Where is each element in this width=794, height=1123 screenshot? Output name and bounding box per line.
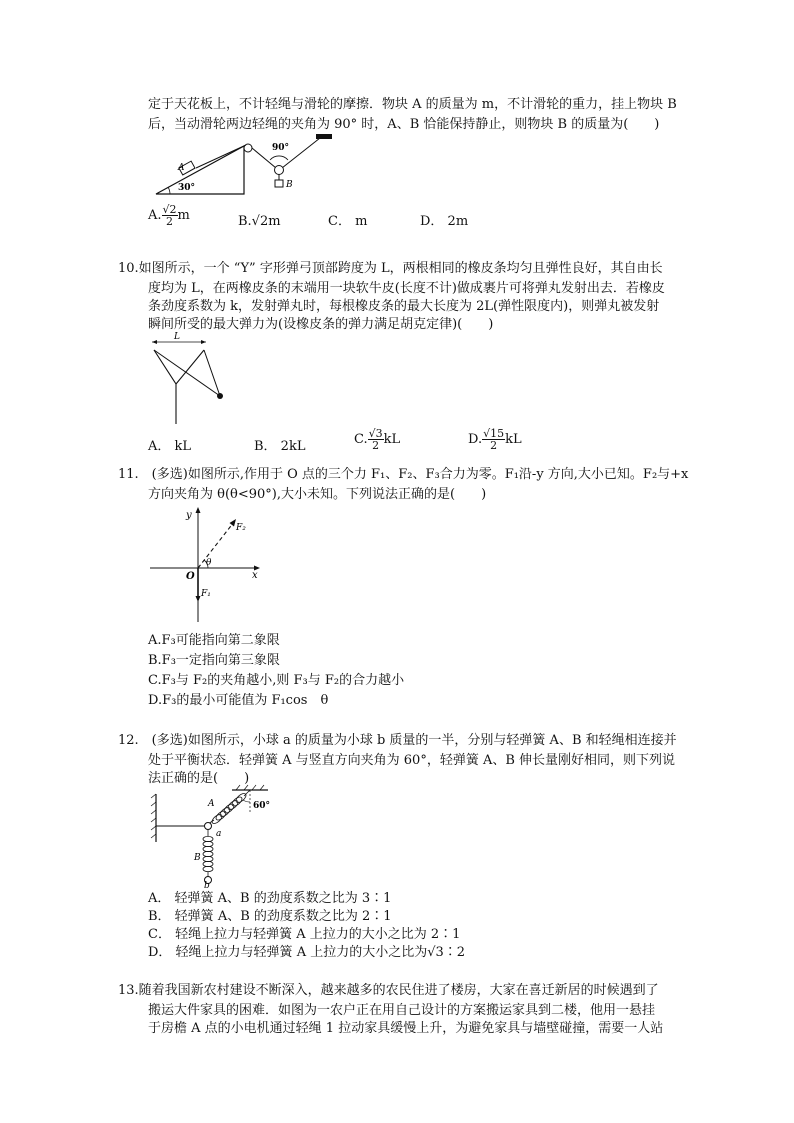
q10-option-d-num: √15: [483, 427, 505, 440]
q11-option-d[interactable]: D.F₃的最小可能值为 F₁cos θ: [148, 693, 329, 708]
q13-line-2: 搬运大件家具的困难．如图为一农户正在用自己设计的方案搬运家具到二楼，他用一悬挂: [148, 1003, 656, 1018]
q10-line-4: 瞬间所受的最大弹力为(设橡皮条的弹力满足胡克定律)( ): [148, 317, 494, 332]
q12-option-d[interactable]: D． 轻绳上拉力与轻弹簧 A 上拉力的大小之比为√3∶2: [148, 945, 466, 960]
q12-label-60: 60°: [253, 801, 271, 811]
q13-line-1: 13.随着我国新农村建设不断深入，越来越多的农民住进了楼房，大家在喜迁新居的时候遇到了: [118, 983, 659, 998]
q9-angle-90: 90°: [272, 143, 290, 153]
q11-option-b[interactable]: B.F₃一定指向第三象限: [148, 653, 280, 668]
q10-option-c-den: 2: [372, 439, 380, 452]
q11-option-c[interactable]: C.F₃与 F₂的夹角越小,则 F₃与 F₂的合力越小: [148, 673, 405, 688]
q11-figure: [146, 504, 266, 624]
q12-label-a-spring: A: [208, 799, 215, 809]
q11-label-f1: F₁: [201, 589, 211, 599]
q11-option-a[interactable]: A.F₃可能指向第二象限: [148, 633, 280, 648]
q9-option-a-den: 2: [166, 215, 174, 228]
q10-label-l: L: [174, 332, 180, 342]
q12-line-1: 12. (多选)如图所示，小球 a 的质量为小球 b 质量的一半，分别与轻弹簧 A、B 和轻绳相连接并: [118, 733, 677, 748]
q9-label-a: A: [178, 163, 185, 173]
q10-line-3: 条劲度系数为 k，发射弹丸时，每根橡皮条的最大长度为 2L(弹性限度内)，则弹丸被发射: [148, 299, 660, 314]
q12-figure: [150, 784, 276, 888]
q9-line-2: 后，当动滑轮两边轻绳的夹角为 90° 时，A、B 恰能保持静止，则物块 B 的质量为( ): [148, 117, 660, 132]
q10-option-c[interactable]: [354, 428, 400, 451]
q10-option-d-suffix: kL: [505, 432, 522, 447]
q11-label-theta: θ: [206, 558, 212, 568]
q10-figure: [146, 330, 230, 426]
q9-label-b: B: [286, 180, 293, 190]
q12-option-a[interactable]: A． 轻弹簧 A、B 的劲度系数之比为 3∶1: [148, 891, 392, 906]
q9-option-a-suffix: m: [177, 208, 190, 223]
q10-option-d[interactable]: [468, 428, 522, 451]
q10-option-a[interactable]: A． kL: [148, 439, 192, 454]
q9-option-a[interactable]: [148, 204, 190, 227]
q10-option-c-num: √3: [368, 427, 383, 440]
spring-a-coil: [210, 792, 247, 825]
q9-option-c[interactable]: C． m: [328, 214, 368, 229]
q10-option-d-den: 2: [490, 439, 498, 452]
q11-line-2: 方向夹角为 θ(θ<90°),大小未知。下列说法正确的是( ): [148, 487, 487, 502]
q9-option-b[interactable]: B.√2m: [238, 214, 281, 229]
q10-option-c-suffix: kL: [383, 432, 401, 447]
q12-line-3: 法正确的是( ): [148, 771, 250, 786]
q9-angle-30: 30°: [178, 183, 196, 193]
q12-line-2: 处于平衡状态．轻弹簧 A 与竖直方向夹角为 60°，轻弹簧 A、B 伸长量刚好相同，则下列说: [148, 753, 676, 768]
q12-option-b[interactable]: B． 轻弹簧 A、B 的劲度系数之比为 2∶1: [148, 909, 392, 924]
q9-option-a-num: √2: [162, 203, 177, 216]
q9-figure: [148, 132, 348, 198]
q11-label-x: x: [252, 570, 258, 581]
q12-label-b-spring: B: [194, 853, 201, 863]
q12-label-b-ball: b: [204, 881, 210, 888]
q9-option-d[interactable]: D． 2m: [420, 214, 469, 229]
q11-line-1: 11. (多选)如图所示,作用于 O 点的三个力 F₁、F₂、F₃合力为零。F₁沿-y 方向,大小已知。F₂与+x: [118, 467, 689, 482]
q11-label-y: y: [186, 510, 192, 521]
q12-label-a-ball: a: [216, 829, 222, 839]
q10-option-c-prefix: C.: [354, 432, 368, 447]
q11-label-o: O: [186, 571, 195, 582]
q10-line-2: 度均为 L，在两橡皮条的末端用一块软牛皮(长度不计)做成裹片可将弹丸发射出去．若橡皮: [148, 281, 665, 296]
q11-label-f2: F₂: [236, 523, 246, 533]
q10-option-d-prefix: D.: [468, 432, 483, 447]
q13-line-3: 于房檐 A 点的小电机通过轻绳 1 拉动家具缓慢上升，为避免家具与墙壁碰撞，需要一人站: [148, 1021, 664, 1036]
q10-line-1: 10.如图所示，一个 “Y” 字形弹弓顶部跨度为 L，两根相同的橡皮条均匀且弹性良好，其自由长: [118, 261, 663, 276]
q9-option-a-prefix: A.: [148, 208, 162, 223]
q12-option-c[interactable]: C． 轻绳上拉力与轻弹簧 A 上拉力的大小之比为 2∶1: [148, 927, 461, 942]
q10-option-b[interactable]: B． 2kL: [254, 439, 306, 454]
q9-line-1: 定于天花板上，不计轻绳与滑轮的摩擦．物块 A 的质量为 m，不计滑轮的重力，挂上物块 B: [148, 97, 677, 112]
